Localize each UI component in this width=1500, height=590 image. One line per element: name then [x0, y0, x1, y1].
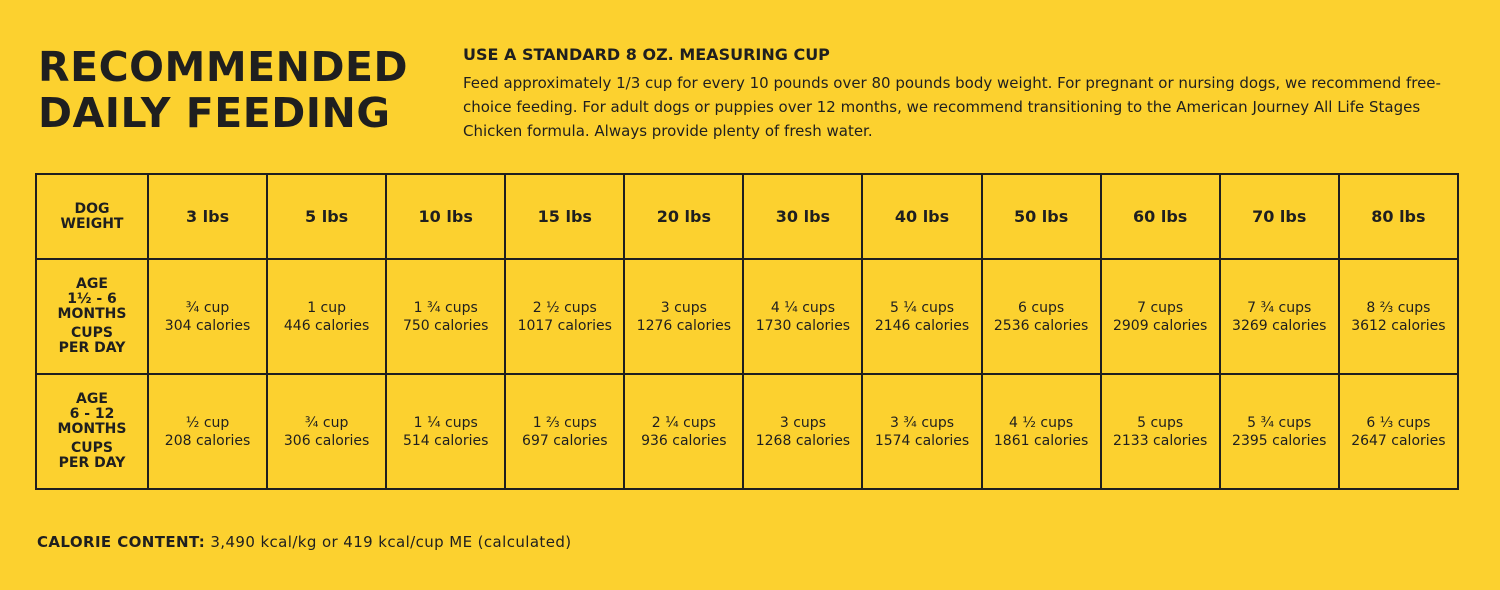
calorie-content-label: CALORIE CONTENT: [37, 533, 206, 551]
cups-amount: 5 cups [1137, 414, 1184, 431]
row-label-line: 1½ - 6 [67, 291, 117, 307]
cups-amount: 4 ¼ cups [770, 299, 835, 316]
weight-header-cell: 15 lbs [505, 174, 624, 259]
cups-amount: 5 ¼ cups [889, 299, 955, 316]
feeding-cell [505, 374, 624, 489]
calorie-amount: 2395 calories [1232, 432, 1327, 449]
feeding-cell [1339, 259, 1458, 374]
instructions-heading: USE A STANDARD 8 OZ. MEASURING CUP [463, 45, 830, 64]
calorie-amount: 446 calories [283, 317, 370, 334]
calorie-amount: 304 calories [164, 317, 251, 334]
calorie-amount: 1730 calories [755, 317, 851, 334]
feeding-cell [148, 374, 267, 489]
cups-amount: 3 ¾ cups [889, 414, 955, 431]
age-row-label [36, 374, 148, 489]
calorie-amount: 1268 calories [755, 432, 851, 449]
calorie-amount: 1276 calories [636, 317, 732, 334]
row-label-line: 6 - 12 [69, 406, 115, 422]
weight-header-row [36, 174, 1458, 259]
feeding-cell [1220, 374, 1339, 489]
row-label-line: AGE [76, 276, 108, 292]
cups-amount: 6 ⅓ cups [1366, 414, 1431, 431]
feeding-cell [386, 259, 505, 374]
feeding-cell [1101, 374, 1220, 489]
weight-header-cell: 30 lbs [743, 174, 862, 259]
row-label-line: CUPS [71, 440, 113, 456]
cups-amount: 4 ½ cups [1009, 414, 1074, 431]
weight-header-cell: 80 lbs [1339, 174, 1458, 259]
feeding-cell [505, 259, 624, 374]
calorie-amount: 1861 calories [993, 432, 1089, 449]
calorie-amount: 2909 calories [1112, 317, 1208, 334]
cups-amount: ½ cup [185, 414, 230, 431]
weight-header-cell: 20 lbs [624, 174, 743, 259]
feeding-cell [1101, 259, 1220, 374]
age-row-label [36, 259, 148, 374]
calorie-amount: 1017 calories [517, 317, 612, 334]
cups-amount: 2 ¼ cups [651, 414, 716, 431]
cups-amount: 1 ¼ cups [413, 414, 478, 431]
calorie-content-value: 3,490 kcal/kg or 419 kcal/cup ME (calculated) [210, 533, 572, 551]
table-row [36, 259, 1458, 374]
calorie-amount: 750 calories [402, 317, 489, 334]
row-label-line: MONTHS [57, 421, 127, 437]
calorie-amount: 3612 calories [1351, 317, 1446, 334]
feeding-cell [743, 259, 862, 374]
dog-weight-header-line-2: WEIGHT [60, 215, 124, 232]
calorie-amount: 697 calories [522, 432, 608, 449]
weight-header-cell: 10 lbs [386, 174, 505, 259]
table-row [36, 374, 1458, 489]
feeding-cell [1339, 374, 1458, 489]
dog-weight-header-line-1: DOG [74, 200, 110, 217]
feeding-cell [267, 259, 386, 374]
feeding-cell [982, 259, 1101, 374]
row-label-line: CUPS [71, 325, 113, 341]
calorie-amount: 936 calories [641, 432, 727, 449]
weight-header-cell: 3 lbs [148, 174, 267, 259]
cups-amount: 1 ⅔ cups [532, 414, 597, 431]
cups-amount: 1 ¾ cups [413, 299, 478, 316]
calorie-amount: 2647 calories [1351, 432, 1446, 449]
calorie-content-note [37, 533, 572, 551]
row-label-line: PER DAY [58, 340, 126, 356]
row-label-line: AGE [76, 391, 108, 407]
cups-amount: 3 cups [779, 414, 826, 431]
cups-amount: 2 ½ cups [532, 299, 597, 316]
feeding-cell [743, 374, 862, 489]
feeding-cell [1220, 259, 1339, 374]
title-line-1: RECOMMENDED [38, 43, 409, 91]
feeding-cell [862, 374, 981, 489]
cups-amount: 7 ¾ cups [1247, 299, 1312, 316]
weight-header-cell: 40 lbs [862, 174, 981, 259]
cups-amount: 5 ¾ cups [1247, 414, 1312, 431]
cups-amount: 8 ⅔ cups [1366, 299, 1431, 316]
title-line-2: DAILY FEEDING [38, 89, 391, 137]
instructions-body: Feed approximately 1/3 cup for every 10 pounds over 80 pounds body weight. For pregnant or nursing dogs, we recommend free-choice feeding. For adult dogs or puppies over 12 months, we recommend transitioning to the American Journey All Life Stages Chicken formula. Always provide plenty of fresh water. [463, 74, 1441, 140]
cups-amount: ¾ cup [185, 299, 230, 316]
page-title [38, 44, 408, 136]
weight-header-cell: 50 lbs [982, 174, 1101, 259]
feeding-cell [624, 259, 743, 374]
feeding-cell [267, 374, 386, 489]
calorie-amount: 2536 calories [993, 317, 1089, 334]
calorie-amount: 3269 calories [1232, 317, 1327, 334]
cups-amount: 1 cup [307, 299, 347, 316]
calorie-amount: 2133 calories [1112, 432, 1208, 449]
row-label-line: MONTHS [57, 306, 127, 322]
feeding-cell [148, 259, 267, 374]
feeding-cell [982, 374, 1101, 489]
calorie-amount: 306 calories [283, 432, 370, 449]
cups-amount: ¾ cup [304, 414, 349, 431]
weight-header-cell: 70 lbs [1220, 174, 1339, 259]
calorie-amount: 514 calories [402, 432, 489, 449]
feeding-table [35, 173, 1459, 490]
calorie-amount: 1574 calories [874, 432, 970, 449]
weight-header-cell: 5 lbs [267, 174, 386, 259]
feeding-cell [386, 374, 505, 489]
feeding-cell [862, 259, 981, 374]
feeding-cell [624, 374, 743, 489]
calorie-amount: 2146 calories [874, 317, 970, 334]
cups-amount: 6 cups [1018, 299, 1065, 316]
calorie-amount: 208 calories [164, 432, 251, 449]
weight-header-cell: 60 lbs [1101, 174, 1220, 259]
feeding-instructions [463, 44, 1453, 143]
dog-weight-header [36, 174, 148, 259]
row-label-line: PER DAY [58, 455, 126, 471]
cups-amount: 3 cups [660, 299, 707, 316]
cups-amount: 7 cups [1137, 299, 1184, 316]
